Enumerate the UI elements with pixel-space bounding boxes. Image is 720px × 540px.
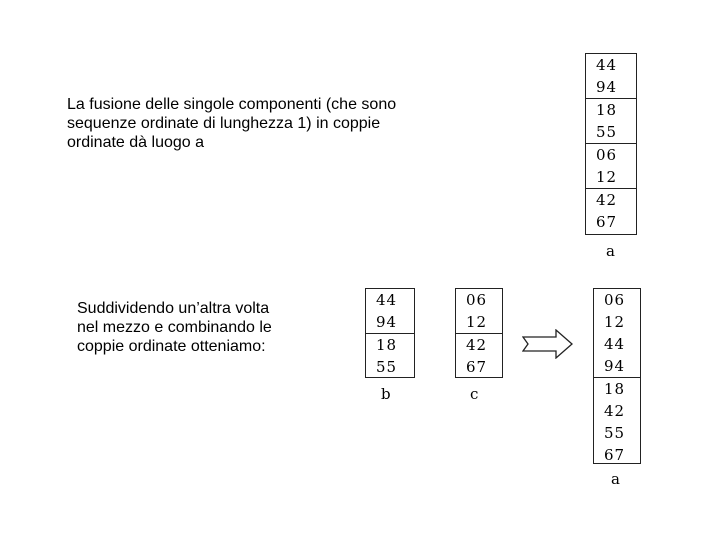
array-cell: 55 — [596, 123, 618, 141]
array-cell: 94 — [376, 313, 398, 331]
merge-arrow-icon — [522, 329, 574, 359]
array-cell: 12 — [596, 168, 618, 186]
array-cell: 12 — [604, 313, 626, 331]
array-cell: 42 — [456, 333, 502, 356]
array-cell: 67 — [604, 446, 626, 464]
array-cell: 67 — [596, 213, 618, 231]
array-cell: 12 — [466, 313, 488, 331]
array-c — [455, 288, 503, 378]
array-cell: 18 — [594, 377, 640, 400]
array-top-a — [585, 53, 637, 235]
array-cell: 06 — [586, 143, 636, 166]
array-cell: 06 — [604, 291, 626, 309]
array-cell: 18 — [586, 98, 636, 121]
array-cell: 18 — [366, 333, 414, 356]
array-cell: 44 — [376, 291, 398, 309]
array-cell: 44 — [604, 335, 626, 353]
array-cell: 42 — [586, 188, 636, 211]
array-top-a-label: a — [606, 242, 615, 260]
array-cell: 94 — [596, 78, 618, 96]
array-cell: 55 — [376, 358, 398, 376]
array-b — [365, 288, 415, 378]
array-c-label: c — [470, 385, 479, 403]
array-result-a-label: a — [611, 470, 620, 488]
array-cell: 06 — [466, 291, 488, 309]
array-cell: 44 — [596, 56, 618, 74]
array-cell: 55 — [604, 424, 626, 442]
second-step-text: Suddividendo un’altra volta nel mezzo e combinando le coppie ordinate otteniamo: — [77, 300, 272, 355]
array-cell: 94 — [604, 357, 626, 375]
array-result-a — [593, 288, 641, 464]
array-cell: 42 — [604, 402, 626, 420]
intro-text: La fusione delle singole componenti (che sono sequenze ordinate di lunghezza 1) in coppie ordinate dà luogo a — [67, 96, 397, 151]
array-b-label: b — [381, 385, 391, 403]
array-cell: 67 — [466, 358, 488, 376]
